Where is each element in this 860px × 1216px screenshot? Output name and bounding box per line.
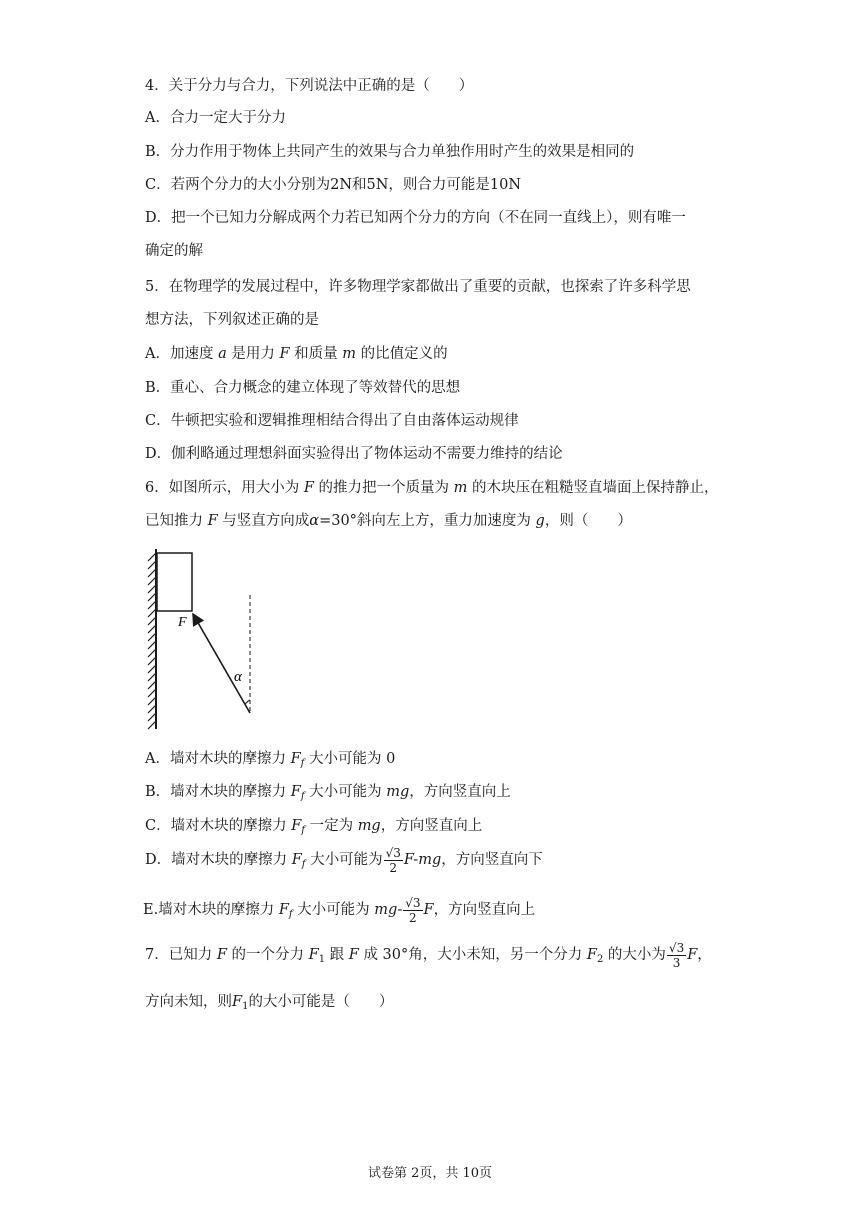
- q4-option-d-line2: 确定的解: [145, 243, 203, 259]
- q7-stem-line2: 方向未知，则$F_1$的大小可能是（ ）: [145, 994, 394, 1012]
- q4-option-a: A．合力一定大于分力: [145, 110, 286, 126]
- q5-option-d: D．伽利略通过理想斜面实验得出了物体运动不需要力维持的结论: [145, 446, 563, 462]
- q4-stem: 4．关于分力与合力，下列说法中正确的是（ ）: [145, 78, 474, 94]
- q5-option-a: A．加速度 a 是用力 F 和质量 m 的比值定义的: [145, 346, 448, 362]
- q6-option-c: C．墙对木块的摩擦力 $F_f$ 一定为 mg，方向竖直向上: [145, 818, 483, 836]
- angle-label: α: [234, 669, 242, 685]
- fraction-sqrt3-over-2: $\frac{√3}{2}$: [385, 845, 401, 875]
- q6-stem-line1: 6．如图所示，用大小为 F 的推力把一个质量为 m 的木块压在粗糙竖直墙面上保持静止，: [145, 480, 719, 496]
- q6-option-a: A．墙对木块的摩擦力 $F_f$ 大小可能为 0: [145, 751, 396, 769]
- wall-block-force-diagram: [140, 545, 270, 735]
- force-arrow: [193, 614, 250, 713]
- q7-stem-line1: 7．已知力 F 的一个分力 $F_1$ 跟 F 成 30°角，大小未知，另一个分力 $F_2$ 的大小为 $\frac{√3}{3}$ F，: [145, 940, 712, 970]
- q4-option-d-line1: D．把一个已知力分解成两个力若已知两个分力的方向（不在同一直线上），则有唯一: [145, 210, 686, 226]
- q5-option-b: B．重心、合力概念的建立体现了等效替代的思想: [145, 380, 461, 396]
- q4-option-c: C．若两个分力的大小分别为2N和5N，则合力可能是10N: [145, 177, 522, 193]
- q5-stem-line1: 5．在物理学的发展过程中，许多物理学家都做出了重要的贡献，也探索了许多科学思: [145, 279, 691, 295]
- angle-arc: [245, 700, 250, 704]
- force-label: F: [178, 615, 187, 630]
- q6-stem-line2: 已知推力 F 与竖直方向成α=30°斜向左上方，重力加速度为 g，则（ ）: [145, 513, 632, 529]
- q5-stem-line2: 想方法，下列叙述正确的是: [145, 312, 319, 328]
- q5-option-c: C．牛顿把实验和逻辑推理相结合得出了自由落体运动规律: [145, 413, 519, 429]
- q4-option-b: B．分力作用于物体上共同产生的效果与合力单独作用时产生的效果是相同的: [145, 144, 635, 160]
- page-footer: 试卷第 2页，共 10页: [367, 1166, 493, 1181]
- fraction-sqrt3-over-3: $\frac{√3}{3}$: [668, 940, 685, 970]
- q6-option-e: E.墙对木块的摩擦力 $F_f$ 大小可能为 mg- $\frac{√3}{2}$ F，方向竖直向上: [143, 895, 536, 925]
- wood-block: [157, 553, 192, 611]
- q6-option-d: D．墙对木块的摩擦力 $F_f$ 大小可能为 $\frac{√3}{2}$ F-mg，方向竖直向下: [145, 845, 543, 875]
- fraction-sqrt3-over-2: $\frac{√3}{2}$: [405, 895, 421, 925]
- wall: [148, 549, 156, 729]
- q6-option-b: B．墙对木块的摩擦力 $F_f$ 大小可能为 mg，方向竖直向上: [145, 784, 511, 802]
